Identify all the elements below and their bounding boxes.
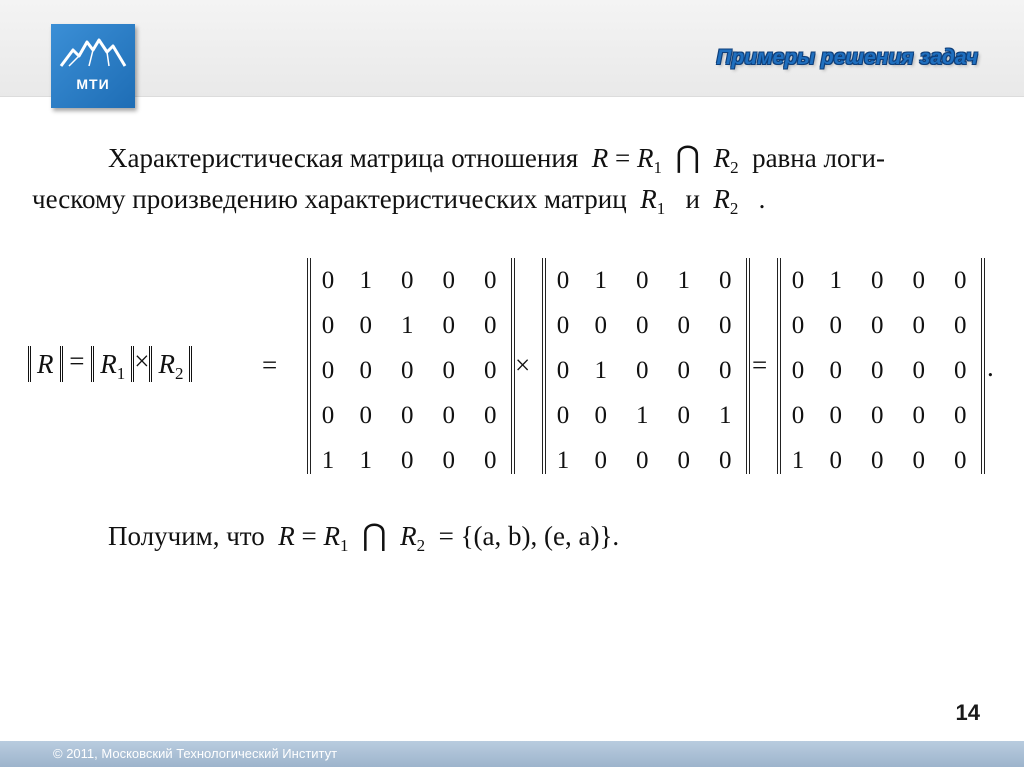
equation-period: .: [987, 352, 994, 382]
conclusion-result: = {(a, b), (e, a)}.: [438, 521, 620, 551]
matrix-cell: 0: [912, 401, 925, 429]
matrix-cell: 0: [635, 266, 649, 294]
matrix-cell: 0: [870, 266, 884, 294]
matrix-cell: 0: [442, 446, 455, 474]
matrix-cell: 0: [829, 446, 842, 474]
matrix-cell: 0: [484, 446, 497, 474]
matrix-cell: 0: [484, 311, 497, 339]
matrix-cell: 0: [870, 401, 884, 429]
matrix-cell: 1: [677, 266, 690, 294]
line2-R2: R: [713, 184, 730, 214]
matrix-cell: 0: [321, 266, 335, 294]
matrix-row: [781, 258, 981, 303]
matrix-row: [781, 303, 981, 348]
matrix-cell: 0: [870, 356, 884, 384]
matrix-cell: 1: [594, 356, 607, 384]
matrix-row: [311, 258, 511, 303]
norm-R1-sub: 1: [116, 364, 126, 383]
intersection-symbol: ⋂: [675, 141, 701, 174]
equals-sign: =: [752, 350, 768, 380]
mti-logo: [51, 24, 135, 108]
matrix-cell: 1: [359, 446, 372, 474]
matrix-cell: 0: [954, 446, 967, 474]
paragraph-line-2: [32, 184, 766, 218]
matrix-row: [311, 393, 511, 438]
slide-title: Примеры решения задач: [716, 46, 978, 69]
matrix-cell: 0: [954, 401, 967, 429]
matrix-row: [781, 348, 981, 393]
formula-eq: =: [614, 143, 631, 173]
matrix-cell: 0: [484, 266, 497, 294]
conclusion-R1: R: [323, 521, 340, 551]
matrix-cell: 0: [556, 311, 570, 339]
formula-R2: R: [713, 143, 731, 173]
matrix-cell: 0: [594, 401, 607, 429]
matrix-cell: 0: [321, 356, 335, 384]
matrix-cell: 0: [719, 356, 732, 384]
lhs-times: ×: [134, 346, 150, 377]
matrix-cell: 1: [359, 266, 372, 294]
lhs-eq: =: [69, 346, 85, 377]
equation-lhs: [28, 346, 192, 382]
matrix-row: [781, 438, 981, 483]
matrix-cell: 0: [400, 446, 414, 474]
matrix-cell: 0: [677, 311, 690, 339]
matrix-row: [546, 303, 746, 348]
line2-end: .: [758, 184, 766, 214]
paragraph-line-1: [108, 140, 885, 175]
matrix-cell: 0: [954, 266, 967, 294]
footer-bar: [0, 741, 1024, 767]
times-sign: ×: [515, 350, 531, 380]
matrix-cell: 0: [912, 266, 925, 294]
matrix-cell: 0: [400, 401, 414, 429]
conclusion-R: R: [278, 521, 295, 551]
matrix-cell: 0: [635, 356, 649, 384]
matrix-cell: 0: [912, 356, 925, 384]
matrix-cell: 0: [635, 311, 649, 339]
footer-copyright: © 2011, Московский Технологический Институт: [53, 746, 338, 761]
norm-R2-letter: R: [158, 349, 175, 379]
matrix-cell: 0: [594, 446, 607, 474]
matrix-cell: 1: [400, 311, 414, 339]
matrix-cell: 1: [321, 446, 335, 474]
matrix-row: [311, 438, 511, 483]
matrix-cell: 0: [321, 401, 335, 429]
matrix-row: [546, 393, 746, 438]
matrix-cell: 0: [442, 311, 455, 339]
matrix-cell: 0: [359, 311, 372, 339]
matrix-row: [546, 348, 746, 393]
norm-R1-letter: R: [100, 349, 117, 379]
conclusion-line: [108, 518, 619, 553]
matrix-cell: 0: [719, 266, 732, 294]
matrix-cell: 0: [719, 311, 732, 339]
matrix-cell: 0: [442, 356, 455, 384]
matrix-cell: 0: [829, 356, 842, 384]
matrix-row: [311, 348, 511, 393]
matrix-cell: 0: [484, 401, 497, 429]
matrix-cell: 0: [791, 401, 805, 429]
matrix-cell: 0: [791, 266, 805, 294]
conclusion-prefix: Получим, что: [108, 521, 265, 551]
matrix-cell: 0: [870, 446, 884, 474]
matrix-cell: 0: [829, 401, 842, 429]
page-number: 14: [955, 700, 980, 725]
matrix-cell: 0: [359, 401, 372, 429]
matrix-row: [311, 303, 511, 348]
matrix-cell: 0: [442, 401, 455, 429]
formula-R1: R: [636, 143, 654, 173]
matrix-cell: 0: [556, 266, 570, 294]
matrix-cell: 1: [594, 266, 607, 294]
matrix-cell: 0: [870, 311, 884, 339]
matrix-cell: 0: [912, 311, 925, 339]
matrix-cell: 0: [954, 356, 967, 384]
matrix-cell: 0: [677, 401, 690, 429]
matrix-cell: 0: [442, 266, 455, 294]
norm-R: R: [28, 346, 63, 382]
matrix-cell: 0: [359, 356, 372, 384]
matrix-cell: 0: [912, 446, 925, 474]
matrix-cell: 0: [791, 311, 805, 339]
line1-tail: равна логи-: [752, 143, 885, 173]
matrix-row: [546, 438, 746, 483]
formula-R: R: [591, 143, 609, 173]
conclusion-intersection: ⋂: [362, 519, 387, 552]
matrix-r: [777, 258, 985, 474]
matrix-cell: 1: [719, 401, 732, 429]
matrix-r2: [542, 258, 750, 474]
matrix-cell: 0: [719, 446, 732, 474]
line2-sub1: 1: [656, 199, 666, 218]
formula-sub1: 1: [653, 158, 662, 177]
matrix-cell: 1: [791, 446, 805, 474]
formula-sub2: 2: [730, 158, 739, 177]
conclusion-R2: R: [400, 521, 417, 551]
matrix-cell: 1: [556, 446, 570, 474]
logo-text: МТИ: [76, 76, 110, 92]
line2-text: ческому произведению характеристических матриц: [32, 184, 627, 214]
matrix-cell: 0: [954, 311, 967, 339]
norm-R1: [91, 346, 134, 382]
matrix-cell: 0: [556, 401, 570, 429]
matrix-cell: 1: [829, 266, 842, 294]
line2-R1: R: [640, 184, 657, 214]
norm-R2: [149, 346, 192, 382]
conclusion-sub2: 2: [416, 536, 426, 555]
matrix-cell: 0: [556, 356, 570, 384]
matrix-cell: 0: [484, 356, 497, 384]
matrix-row: [781, 393, 981, 438]
matrix-cell: 0: [400, 356, 414, 384]
matrix-row: [546, 258, 746, 303]
conclusion-eq: =: [301, 521, 317, 551]
matrix-cell: 0: [829, 311, 842, 339]
matrix-cell: 0: [677, 356, 690, 384]
matrix-cell: 0: [635, 446, 649, 474]
mountains-icon: [59, 36, 127, 70]
matrix-cell: 1: [635, 401, 649, 429]
matrix-cell: 0: [321, 311, 335, 339]
line2-and: и: [685, 184, 700, 214]
matrix-r1: [307, 258, 515, 474]
conclusion-sub1: 1: [340, 536, 349, 555]
matrix-cell: 0: [791, 356, 805, 384]
line1-text: Характеристическая матрица отношения: [108, 143, 579, 173]
line2-sub2: 2: [729, 199, 739, 218]
matrix-cell: 0: [594, 311, 607, 339]
norm-R2-sub: 2: [174, 364, 184, 383]
matrix-cell: 0: [677, 446, 690, 474]
matrix-cell: 0: [400, 266, 414, 294]
lhs-equals: =: [262, 350, 278, 380]
